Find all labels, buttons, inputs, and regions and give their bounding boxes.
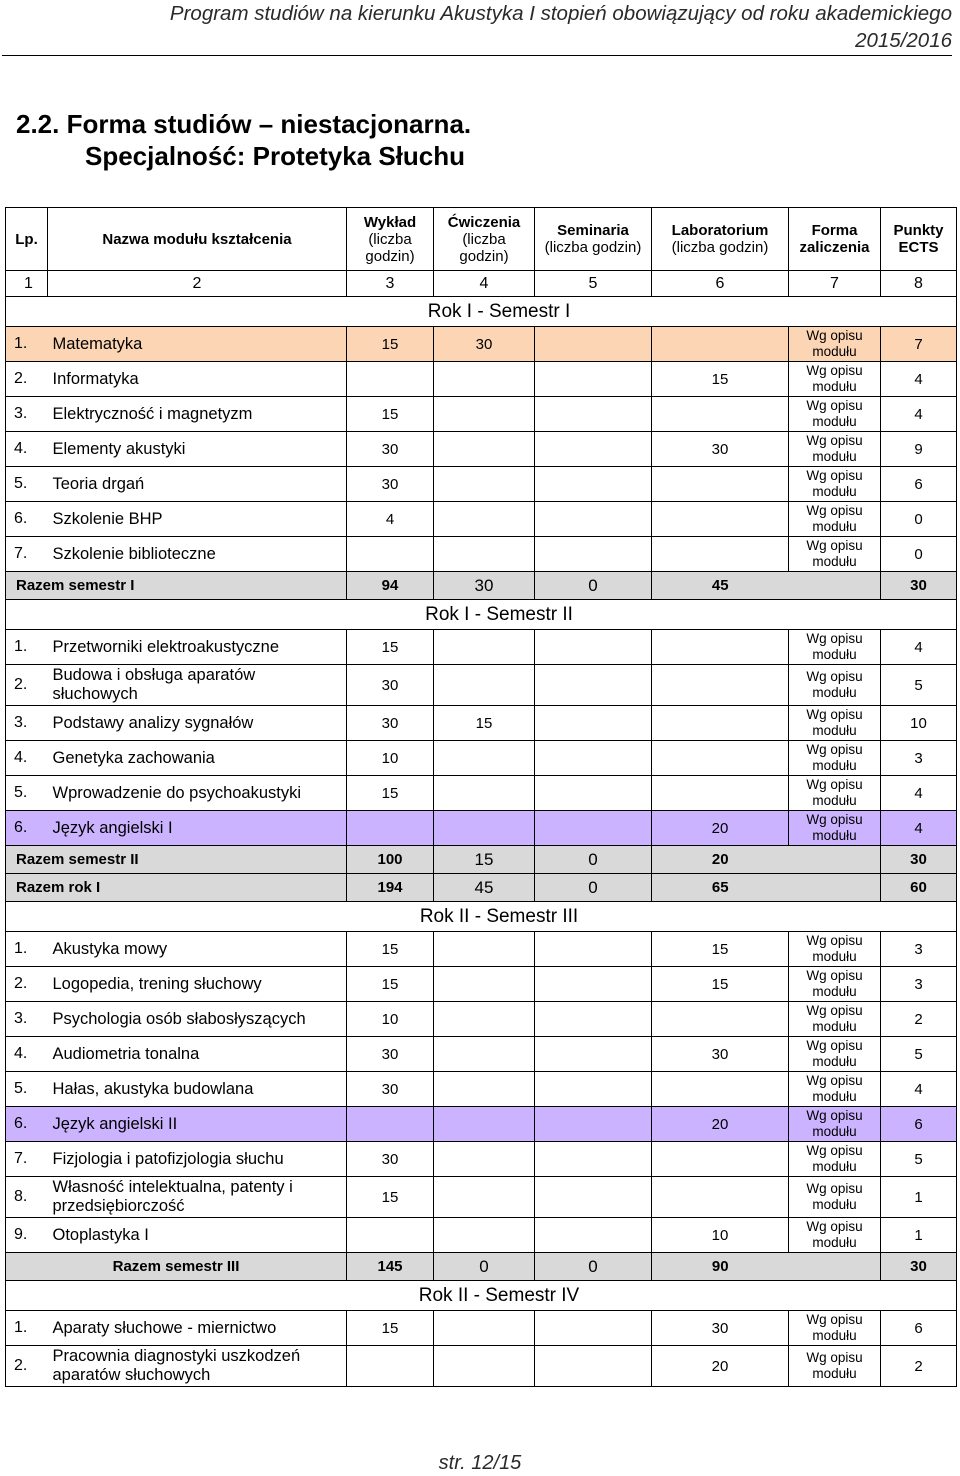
assessment-form: Wg opisu modułu bbox=[789, 811, 881, 846]
col-number: 7 bbox=[789, 271, 881, 297]
col-ects-header: Punkty ECTS bbox=[881, 208, 957, 271]
summary-form-empty bbox=[789, 846, 881, 874]
col-number: 4 bbox=[434, 271, 535, 297]
ects-points: 3 bbox=[881, 741, 957, 776]
ects-points: 6 bbox=[881, 467, 957, 502]
semester-heading: Rok II - Semestr IV bbox=[418, 1284, 580, 1306]
lab-hours bbox=[652, 665, 789, 706]
seminar-hours bbox=[535, 967, 652, 1002]
col-number: 1 bbox=[6, 271, 48, 297]
module-name: Audiometria tonalna bbox=[48, 1037, 347, 1072]
summary-label: Razem semestr II bbox=[6, 846, 347, 874]
summary-lecture: 94 bbox=[347, 572, 434, 600]
semester-heading-row bbox=[6, 1281, 957, 1311]
row-number: 4. bbox=[6, 741, 48, 776]
col-seminar-title: Seminaria bbox=[557, 222, 629, 239]
assessment-form: Wg opisu modułu bbox=[789, 1177, 881, 1218]
exercise-hours bbox=[434, 967, 535, 1002]
col-lecture-header bbox=[347, 208, 434, 271]
assessment-form: Wg opisu modułu bbox=[789, 665, 881, 706]
assessment-form: Wg opisu modułu bbox=[789, 630, 881, 665]
ects-points: 6 bbox=[881, 1107, 957, 1142]
col-exercises-header bbox=[434, 208, 535, 271]
seminar-hours bbox=[535, 432, 652, 467]
row-number: 5. bbox=[6, 776, 48, 811]
seminar-hours bbox=[535, 1037, 652, 1072]
lecture-hours: 30 bbox=[347, 432, 434, 467]
ects-points: 5 bbox=[881, 1142, 957, 1177]
summary-form-empty bbox=[789, 1253, 881, 1281]
lab-hours: 10 bbox=[652, 1218, 789, 1253]
seminar-hours bbox=[535, 1346, 652, 1387]
semester-heading: Rok I - Semestr I bbox=[427, 300, 571, 322]
semester-heading-row bbox=[6, 297, 957, 327]
ects-points: 4 bbox=[881, 397, 957, 432]
exercise-hours bbox=[434, 502, 535, 537]
exercise-hours bbox=[434, 741, 535, 776]
module-name: Podstawy analizy sygnałów bbox=[48, 706, 347, 741]
lab-hours bbox=[652, 1002, 789, 1037]
col-lab-header bbox=[652, 208, 789, 271]
col-number: 8 bbox=[881, 271, 957, 297]
table-row bbox=[6, 630, 957, 665]
col-lp-header: Lp. bbox=[6, 208, 48, 271]
summary-lecture: 194 bbox=[347, 874, 434, 902]
lecture-hours bbox=[347, 537, 434, 572]
assessment-form: Wg opisu modułu bbox=[789, 1311, 881, 1346]
seminar-hours bbox=[535, 1218, 652, 1253]
module-name: Genetyka zachowania bbox=[48, 741, 347, 776]
summary-label: Razem rok I bbox=[6, 874, 347, 902]
seminar-hours bbox=[535, 706, 652, 741]
summary-lab: 90 bbox=[652, 1253, 789, 1281]
table-row bbox=[6, 432, 957, 467]
exercise-hours bbox=[434, 932, 535, 967]
ects-points: 4 bbox=[881, 362, 957, 397]
row-number: 7. bbox=[6, 1142, 48, 1177]
semester-heading-spacer bbox=[6, 600, 347, 630]
table-row bbox=[6, 665, 957, 706]
table-row bbox=[6, 1107, 957, 1142]
row-number: 1. bbox=[6, 327, 48, 362]
summary-lecture: 100 bbox=[347, 846, 434, 874]
semester-heading-row bbox=[6, 600, 957, 630]
lecture-hours: 30 bbox=[347, 467, 434, 502]
curriculum-table bbox=[5, 207, 957, 1387]
table-row bbox=[6, 1072, 957, 1107]
table-row bbox=[6, 1346, 957, 1387]
exercise-hours: 30 bbox=[434, 327, 535, 362]
assessment-form: Wg opisu modułu bbox=[789, 537, 881, 572]
lab-hours bbox=[652, 741, 789, 776]
exercise-hours bbox=[434, 811, 535, 846]
table-row bbox=[6, 362, 957, 397]
table-row bbox=[6, 706, 957, 741]
seminar-hours bbox=[535, 811, 652, 846]
row-number: 2. bbox=[6, 1346, 48, 1387]
exercise-hours bbox=[434, 397, 535, 432]
seminar-hours bbox=[535, 776, 652, 811]
col-lecture-sub: (liczba godzin) bbox=[365, 230, 415, 265]
module-name: Matematyka bbox=[48, 327, 347, 362]
exercise-hours bbox=[434, 665, 535, 706]
exercise-hours bbox=[434, 1218, 535, 1253]
ects-points: 9 bbox=[881, 432, 957, 467]
seminar-hours bbox=[535, 1142, 652, 1177]
summary-lab: 20 bbox=[652, 846, 789, 874]
ects-points: 1 bbox=[881, 1177, 957, 1218]
module-name: Elementy akustyki bbox=[48, 432, 347, 467]
lab-hours: 15 bbox=[652, 967, 789, 1002]
ects-points: 4 bbox=[881, 811, 957, 846]
assessment-form: Wg opisu modułu bbox=[789, 397, 881, 432]
summary-ects: 30 bbox=[881, 1253, 957, 1281]
lab-hours: 20 bbox=[652, 1346, 789, 1387]
table-row bbox=[6, 811, 957, 846]
exercise-hours bbox=[434, 432, 535, 467]
row-number: 8. bbox=[6, 1177, 48, 1218]
seminar-hours bbox=[535, 665, 652, 706]
exercise-hours bbox=[434, 1177, 535, 1218]
header-line-1: Program studiów na kierunku Akustyka I stopień obowiązujący od roku akademickiego bbox=[169, 2, 952, 25]
lecture-hours: 30 bbox=[347, 665, 434, 706]
col-lecture-title: Wykład bbox=[363, 213, 417, 231]
table-row bbox=[6, 932, 957, 967]
table-row bbox=[6, 502, 957, 537]
seminar-hours bbox=[535, 630, 652, 665]
exercise-hours bbox=[434, 1107, 535, 1142]
lecture-hours: 15 bbox=[347, 932, 434, 967]
exercise-hours bbox=[434, 1142, 535, 1177]
lecture-hours: 15 bbox=[347, 1311, 434, 1346]
lab-hours bbox=[652, 327, 789, 362]
assessment-form: Wg opisu modułu bbox=[789, 776, 881, 811]
assessment-form: Wg opisu modułu bbox=[789, 967, 881, 1002]
table-row bbox=[6, 1142, 957, 1177]
lecture-hours: 30 bbox=[347, 1072, 434, 1107]
summary-seminar: 0 bbox=[535, 846, 652, 874]
lab-hours: 30 bbox=[652, 1037, 789, 1072]
summary-form-empty bbox=[789, 874, 881, 902]
col-name-header: Nazwa modułu kształcenia bbox=[48, 208, 347, 271]
seminar-hours bbox=[535, 1107, 652, 1142]
assessment-form: Wg opisu modułu bbox=[789, 327, 881, 362]
summary-lecture: 145 bbox=[347, 1253, 434, 1281]
summary-row bbox=[6, 846, 957, 874]
semester-heading-spacer bbox=[652, 297, 957, 327]
semester-heading-spacer bbox=[652, 600, 957, 630]
assessment-form: Wg opisu modułu bbox=[789, 467, 881, 502]
ects-points: 3 bbox=[881, 967, 957, 1002]
lab-hours bbox=[652, 1177, 789, 1218]
row-number: 6. bbox=[6, 502, 48, 537]
module-name: Hałas, akustyka budowlana bbox=[48, 1072, 347, 1107]
module-name: Własność intelektualna, patenty i przedsiębiorczość bbox=[48, 1177, 347, 1218]
seminar-hours bbox=[535, 741, 652, 776]
section-title bbox=[16, 108, 471, 172]
semester-heading-spacer bbox=[6, 902, 347, 932]
module-name: Język angielski I bbox=[48, 811, 347, 846]
semester-heading-spacer bbox=[6, 1281, 347, 1311]
table-row bbox=[6, 397, 957, 432]
exercise-hours bbox=[434, 630, 535, 665]
semester-heading-row bbox=[6, 902, 957, 932]
header-line-2: 2015/2016 bbox=[855, 29, 952, 52]
row-number: 4. bbox=[6, 432, 48, 467]
lab-hours bbox=[652, 502, 789, 537]
assessment-form: Wg opisu modułu bbox=[789, 706, 881, 741]
lecture-hours: 4 bbox=[347, 502, 434, 537]
col-number: 3 bbox=[347, 271, 434, 297]
col-seminar-header bbox=[535, 208, 652, 271]
assessment-form: Wg opisu modułu bbox=[789, 1218, 881, 1253]
module-name: Przetworniki elektroakustyczne bbox=[48, 630, 347, 665]
col-form-header: Forma zaliczenia bbox=[789, 208, 881, 271]
exercise-hours bbox=[434, 1072, 535, 1107]
header-rule bbox=[2, 55, 952, 56]
assessment-form: Wg opisu modułu bbox=[789, 432, 881, 467]
ects-points: 10 bbox=[881, 706, 957, 741]
row-number: 2. bbox=[6, 967, 48, 1002]
lecture-hours bbox=[347, 1107, 434, 1142]
lab-hours: 20 bbox=[652, 811, 789, 846]
table-row bbox=[6, 327, 957, 362]
exercise-hours bbox=[434, 537, 535, 572]
module-name: Akustyka mowy bbox=[48, 932, 347, 967]
exercise-hours bbox=[434, 776, 535, 811]
summary-exercises: 15 bbox=[434, 846, 535, 874]
lecture-hours: 15 bbox=[347, 1177, 434, 1218]
assessment-form: Wg opisu modułu bbox=[789, 1037, 881, 1072]
module-name: Elektryczność i magnetyzm bbox=[48, 397, 347, 432]
module-name: Informatyka bbox=[48, 362, 347, 397]
row-number: 6. bbox=[6, 811, 48, 846]
running-header bbox=[0, 0, 952, 54]
assessment-form: Wg opisu modułu bbox=[789, 1142, 881, 1177]
row-number: 1. bbox=[6, 630, 48, 665]
lab-hours bbox=[652, 537, 789, 572]
seminar-hours bbox=[535, 537, 652, 572]
summary-seminar: 0 bbox=[535, 1253, 652, 1281]
module-name: Fizjologia i patofizjologia słuchu bbox=[48, 1142, 347, 1177]
exercise-hours bbox=[434, 362, 535, 397]
summary-form-empty bbox=[789, 572, 881, 600]
lecture-hours: 30 bbox=[347, 1037, 434, 1072]
ects-points: 6 bbox=[881, 1311, 957, 1346]
summary-label: Razem semestr III bbox=[6, 1253, 347, 1281]
row-number: 1. bbox=[6, 1311, 48, 1346]
title-line-2: Specjalność: Protetyka Słuchu bbox=[85, 141, 466, 171]
lab-hours bbox=[652, 1072, 789, 1107]
summary-exercises: 45 bbox=[434, 874, 535, 902]
table-header-row bbox=[6, 208, 957, 271]
lab-hours bbox=[652, 706, 789, 741]
lecture-hours: 15 bbox=[347, 397, 434, 432]
seminar-hours bbox=[535, 1311, 652, 1346]
lab-hours: 30 bbox=[652, 432, 789, 467]
lecture-hours: 10 bbox=[347, 741, 434, 776]
ects-points: 4 bbox=[881, 1072, 957, 1107]
lab-hours bbox=[652, 467, 789, 502]
lecture-hours: 15 bbox=[347, 630, 434, 665]
row-number: 6. bbox=[6, 1107, 48, 1142]
assessment-form: Wg opisu modułu bbox=[789, 1346, 881, 1387]
module-name: Aparaty słuchowe - miernictwo bbox=[48, 1311, 347, 1346]
col-number: 2 bbox=[48, 271, 347, 297]
summary-lab: 45 bbox=[652, 572, 789, 600]
seminar-hours bbox=[535, 932, 652, 967]
row-number: 2. bbox=[6, 362, 48, 397]
lecture-hours bbox=[347, 1218, 434, 1253]
ects-points: 0 bbox=[881, 502, 957, 537]
ects-points: 1 bbox=[881, 1218, 957, 1253]
module-name: Szkolenie BHP bbox=[48, 502, 347, 537]
summary-row bbox=[6, 572, 957, 600]
page-number: str. 12/15 bbox=[438, 1452, 522, 1474]
assessment-form: Wg opisu modułu bbox=[789, 1002, 881, 1037]
summary-row bbox=[6, 874, 957, 902]
module-name: Otoplastyka I bbox=[48, 1218, 347, 1253]
ects-points: 5 bbox=[881, 1037, 957, 1072]
table-row bbox=[6, 1037, 957, 1072]
seminar-hours bbox=[535, 362, 652, 397]
assessment-form: Wg opisu modułu bbox=[789, 362, 881, 397]
row-number: 5. bbox=[6, 467, 48, 502]
row-number: 2. bbox=[6, 665, 48, 706]
module-name: Psychologia osób słabosłyszących bbox=[48, 1002, 347, 1037]
summary-ects: 30 bbox=[881, 572, 957, 600]
col-number: 6 bbox=[652, 271, 789, 297]
row-number: 3. bbox=[6, 397, 48, 432]
semester-heading: Rok II - Semestr III bbox=[419, 905, 579, 927]
lecture-hours: 15 bbox=[347, 967, 434, 1002]
col-exercises-sub: (liczba godzin) bbox=[459, 230, 509, 265]
summary-exercises: 30 bbox=[434, 572, 535, 600]
exercise-hours bbox=[434, 1346, 535, 1387]
row-number: 9. bbox=[6, 1218, 48, 1253]
summary-exercises: 0 bbox=[434, 1253, 535, 1281]
seminar-hours bbox=[535, 1002, 652, 1037]
row-number: 4. bbox=[6, 1037, 48, 1072]
exercise-hours bbox=[434, 1037, 535, 1072]
summary-label: Razem semestr I bbox=[6, 572, 347, 600]
row-number: 3. bbox=[6, 1002, 48, 1037]
module-name: Logopedia, trening słuchowy bbox=[48, 967, 347, 1002]
exercise-hours: 15 bbox=[434, 706, 535, 741]
table-row bbox=[6, 1002, 957, 1037]
lecture-hours: 30 bbox=[347, 706, 434, 741]
col-seminar-sub: (liczba godzin) bbox=[544, 239, 642, 256]
semester-heading-spacer bbox=[6, 297, 347, 327]
seminar-hours bbox=[535, 327, 652, 362]
module-name: Teoria drgań bbox=[48, 467, 347, 502]
lab-hours: 15 bbox=[652, 932, 789, 967]
summary-lab: 65 bbox=[652, 874, 789, 902]
semester-heading: Rok I - Semestr II bbox=[425, 603, 573, 625]
summary-ects: 60 bbox=[881, 874, 957, 902]
seminar-hours bbox=[535, 1072, 652, 1107]
table-row bbox=[6, 1177, 957, 1218]
ects-points: 2 bbox=[881, 1002, 957, 1037]
table-row bbox=[6, 1311, 957, 1346]
row-number: 1. bbox=[6, 932, 48, 967]
summary-ects: 30 bbox=[881, 846, 957, 874]
row-number: 7. bbox=[6, 537, 48, 572]
table-row bbox=[6, 776, 957, 811]
ects-points: 3 bbox=[881, 932, 957, 967]
exercise-hours bbox=[434, 1002, 535, 1037]
table-row bbox=[6, 537, 957, 572]
lab-hours bbox=[652, 397, 789, 432]
title-line-1: 2.2. Forma studiów – niestacjonarna. bbox=[16, 109, 472, 139]
ects-points: 0 bbox=[881, 537, 957, 572]
lab-hours: 15 bbox=[652, 362, 789, 397]
assessment-form: Wg opisu modułu bbox=[789, 1072, 881, 1107]
lecture-hours: 10 bbox=[347, 1002, 434, 1037]
lab-hours: 30 bbox=[652, 1311, 789, 1346]
semester-heading-spacer bbox=[652, 1281, 957, 1311]
table-row bbox=[6, 741, 957, 776]
ects-points: 5 bbox=[881, 665, 957, 706]
column-number-row bbox=[6, 271, 957, 297]
module-name: Wprowadzenie do psychoakustyki bbox=[48, 776, 347, 811]
table-row bbox=[6, 967, 957, 1002]
lab-hours bbox=[652, 1142, 789, 1177]
module-name: Pracownia diagnostyki uszkodzeń aparatów słuchowych bbox=[48, 1346, 347, 1387]
row-number: 3. bbox=[6, 706, 48, 741]
lab-hours: 20 bbox=[652, 1107, 789, 1142]
assessment-form: Wg opisu modułu bbox=[789, 932, 881, 967]
row-number: 5. bbox=[6, 1072, 48, 1107]
seminar-hours bbox=[535, 502, 652, 537]
lecture-hours bbox=[347, 1346, 434, 1387]
ects-points: 7 bbox=[881, 327, 957, 362]
ects-points: 2 bbox=[881, 1346, 957, 1387]
module-name: Język angielski II bbox=[48, 1107, 347, 1142]
semester-heading-spacer bbox=[652, 902, 957, 932]
assessment-form: Wg opisu modułu bbox=[789, 1107, 881, 1142]
summary-row bbox=[6, 1253, 957, 1281]
col-lab-title: Laboratorium bbox=[671, 222, 769, 239]
lab-hours bbox=[652, 776, 789, 811]
seminar-hours bbox=[535, 467, 652, 502]
lecture-hours bbox=[347, 362, 434, 397]
seminar-hours bbox=[535, 1177, 652, 1218]
module-name: Budowa i obsługa aparatów słuchowych bbox=[48, 665, 347, 706]
seminar-hours bbox=[535, 397, 652, 432]
table-row bbox=[6, 1218, 957, 1253]
col-lab-sub: (liczba godzin) bbox=[671, 239, 769, 256]
assessment-form: Wg opisu modułu bbox=[789, 741, 881, 776]
ects-points: 4 bbox=[881, 776, 957, 811]
col-exercises-title: Ćwiczenia bbox=[447, 213, 521, 231]
lecture-hours: 15 bbox=[347, 776, 434, 811]
ects-points: 4 bbox=[881, 630, 957, 665]
assessment-form: Wg opisu modułu bbox=[789, 502, 881, 537]
exercise-hours bbox=[434, 467, 535, 502]
module-name: Szkolenie biblioteczne bbox=[48, 537, 347, 572]
lecture-hours bbox=[347, 811, 434, 846]
lecture-hours: 15 bbox=[347, 327, 434, 362]
exercise-hours bbox=[434, 1311, 535, 1346]
col-number: 5 bbox=[535, 271, 652, 297]
lecture-hours: 30 bbox=[347, 1142, 434, 1177]
summary-seminar: 0 bbox=[535, 874, 652, 902]
lab-hours bbox=[652, 630, 789, 665]
summary-seminar: 0 bbox=[535, 572, 652, 600]
table-row bbox=[6, 467, 957, 502]
